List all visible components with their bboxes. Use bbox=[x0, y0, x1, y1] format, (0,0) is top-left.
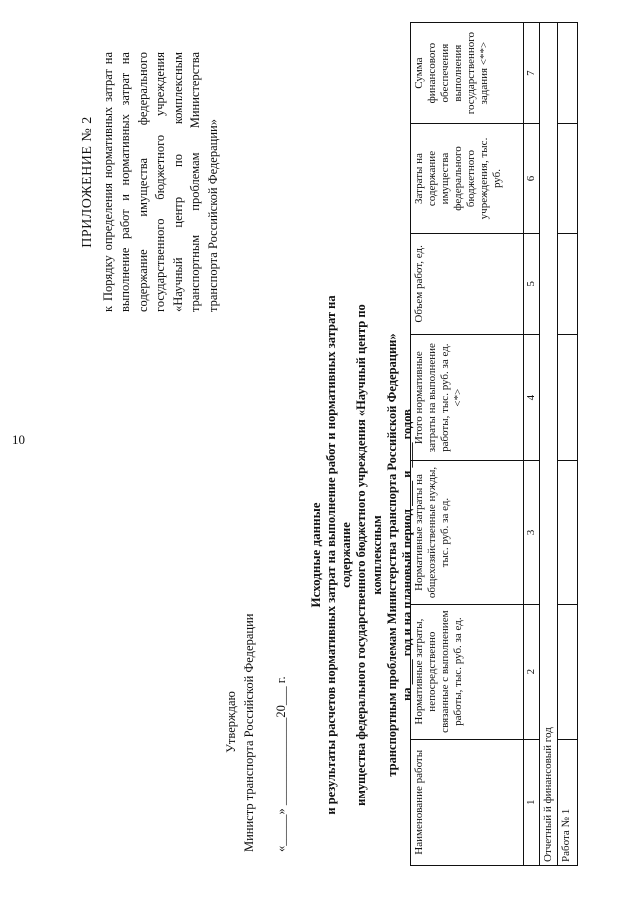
table-cell bbox=[557, 334, 577, 460]
table-cell bbox=[557, 124, 577, 234]
heading-line-2: имущества федерального государственного бюджетного учреждения «Научный центр по комплексным bbox=[354, 304, 384, 806]
table-column-number-row bbox=[524, 23, 540, 866]
table-row bbox=[557, 23, 577, 866]
appendix-description: к Порядку определения нормативных затрат на выполнение работ и нормативных затрат на содержание имущества федерального государственного бюджетного учреждения «Научный центр по комплексным транспортным проблемам Министерства транспорта Российской Федерации» bbox=[100, 52, 220, 312]
table-header-cell: Затраты на содержание имущества федерального бюджетного учреждения, тыс. руб. bbox=[411, 124, 524, 234]
table-header-cell: Объем работ, ед. bbox=[411, 233, 524, 334]
table-cell bbox=[557, 461, 577, 604]
heading-period: на ____ год и на плановый период ____ и ____ годов bbox=[400, 409, 415, 701]
table-cell bbox=[557, 604, 577, 739]
column-number: 3 bbox=[524, 461, 540, 604]
table-section-row bbox=[539, 23, 557, 866]
table-header-cell: Итого нормативные затраты на выполнение работы, тыс. руб. за ед. <*> bbox=[411, 334, 524, 460]
page-number: 10 bbox=[12, 432, 25, 447]
column-number: 4 bbox=[524, 334, 540, 460]
table-cell bbox=[557, 233, 577, 334]
document-heading bbox=[308, 265, 415, 845]
appendix-title: ПРИЛОЖЕНИЕ № 2 bbox=[80, 116, 95, 248]
heading-title: Исходные данные bbox=[308, 502, 323, 608]
column-number: 7 bbox=[524, 23, 540, 124]
table-header-cell: Нормативные затраты, непосредственно связанные с выполнением работы, тыс. руб. за ед. bbox=[411, 604, 524, 739]
table-header-cell: Сумма финансового обеспечения выполнения государственного задания <**> bbox=[411, 23, 524, 124]
column-number: 1 bbox=[524, 739, 540, 865]
column-number: 6 bbox=[524, 124, 540, 234]
data-table bbox=[410, 22, 578, 866]
approval-authority: Министр транспорта Российской Федерации bbox=[242, 613, 257, 852]
approval-date-line: «_____» ______________20___ г. bbox=[274, 676, 289, 852]
heading-line-1: и результаты расчетов нормативных затрат на выполнение работ и нормативных затрат на содержание bbox=[323, 295, 354, 815]
section-label: Отчетный й финансовый год bbox=[539, 23, 557, 866]
table-header-cell: Наименование работы bbox=[411, 739, 524, 865]
table-cell bbox=[557, 23, 577, 124]
approval-block bbox=[222, 592, 290, 852]
table-header-row bbox=[411, 23, 524, 866]
heading-line-3: транспортным проблемам Министерства транспорта Российской Федерации» bbox=[384, 333, 399, 777]
column-number: 2 bbox=[524, 604, 540, 739]
table-header-cell: Нормативные затраты на общехозяйственные нужды, тыс. руб. за ед. bbox=[411, 461, 524, 604]
work-name-cell: Работа № 1 bbox=[557, 739, 577, 865]
appendix-block bbox=[78, 52, 222, 312]
column-number: 5 bbox=[524, 233, 540, 334]
approval-title: Утверждаю bbox=[224, 691, 238, 753]
